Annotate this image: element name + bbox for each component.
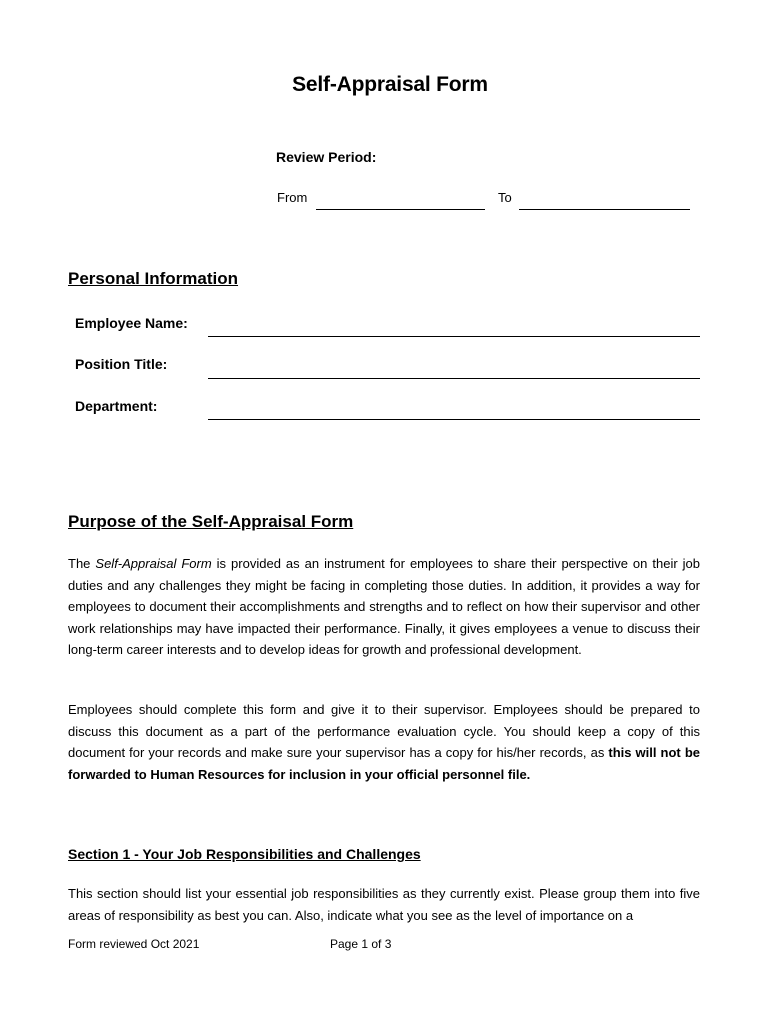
employee-name-label: Employee Name:	[75, 315, 188, 331]
department-label: Department:	[75, 398, 158, 414]
position-title-field[interactable]	[208, 378, 700, 379]
personal-information-heading: Personal Information	[68, 269, 239, 288]
to-date-field[interactable]	[519, 209, 690, 210]
department-field[interactable]	[208, 419, 700, 420]
from-label: From	[277, 190, 308, 205]
from-date-field[interactable]	[316, 209, 485, 210]
page-title: Self-Appraisal Form	[292, 73, 488, 96]
purpose-paragraph-1	[68, 553, 700, 661]
section-1-paragraph: This section should list your essential job responsibilities as they currently exist. Please group them into five areas of responsibility as best you can. Also, indicate what you see as the level of importance on a	[68, 886, 700, 923]
purpose-p1-prefix: The	[68, 556, 96, 571]
purpose-p1-rest: is provided as an instrument for employees to share their perspective on their job duties and any challenges they might be facing in completing those duties. In addition, it provides a way for employees to document their accomplishments and strengths and to reflect on how their supervisor and other work relationships may have impacted their performance. Finally, it gives employees a venue to discuss their long-term career interests and to develop ideas for growth and professional development.	[68, 556, 701, 658]
footer-page-number: Page 1 of 3	[330, 937, 392, 951]
position-title-label: Position Title:	[75, 356, 168, 372]
purpose-p1-italic: Self-Appraisal Form	[95, 556, 212, 571]
employee-name-field[interactable]	[208, 336, 700, 337]
review-period-label: Review Period:	[276, 149, 377, 165]
purpose-paragraph-2	[68, 699, 700, 785]
section-1-heading: Section 1 - Your Job Responsibilities and Challenges	[68, 846, 421, 862]
purpose-p2-text: Employees should complete this form and give it to their supervisor. Employees should be prepared to discuss this document as a part of the performance evaluation cycle. You should keep a copy of this document for your records and make sure your supervisor has a copy for his/her records, as	[68, 702, 700, 761]
purpose-p2-bold: this will not be forwarded to Human Resources for inclusion in your official personnel file.	[68, 745, 700, 782]
purpose-heading: Purpose of the Self-Appraisal Form	[68, 512, 354, 531]
footer-revision: Form reviewed Oct 2021	[68, 937, 200, 951]
to-label: To	[498, 190, 512, 205]
